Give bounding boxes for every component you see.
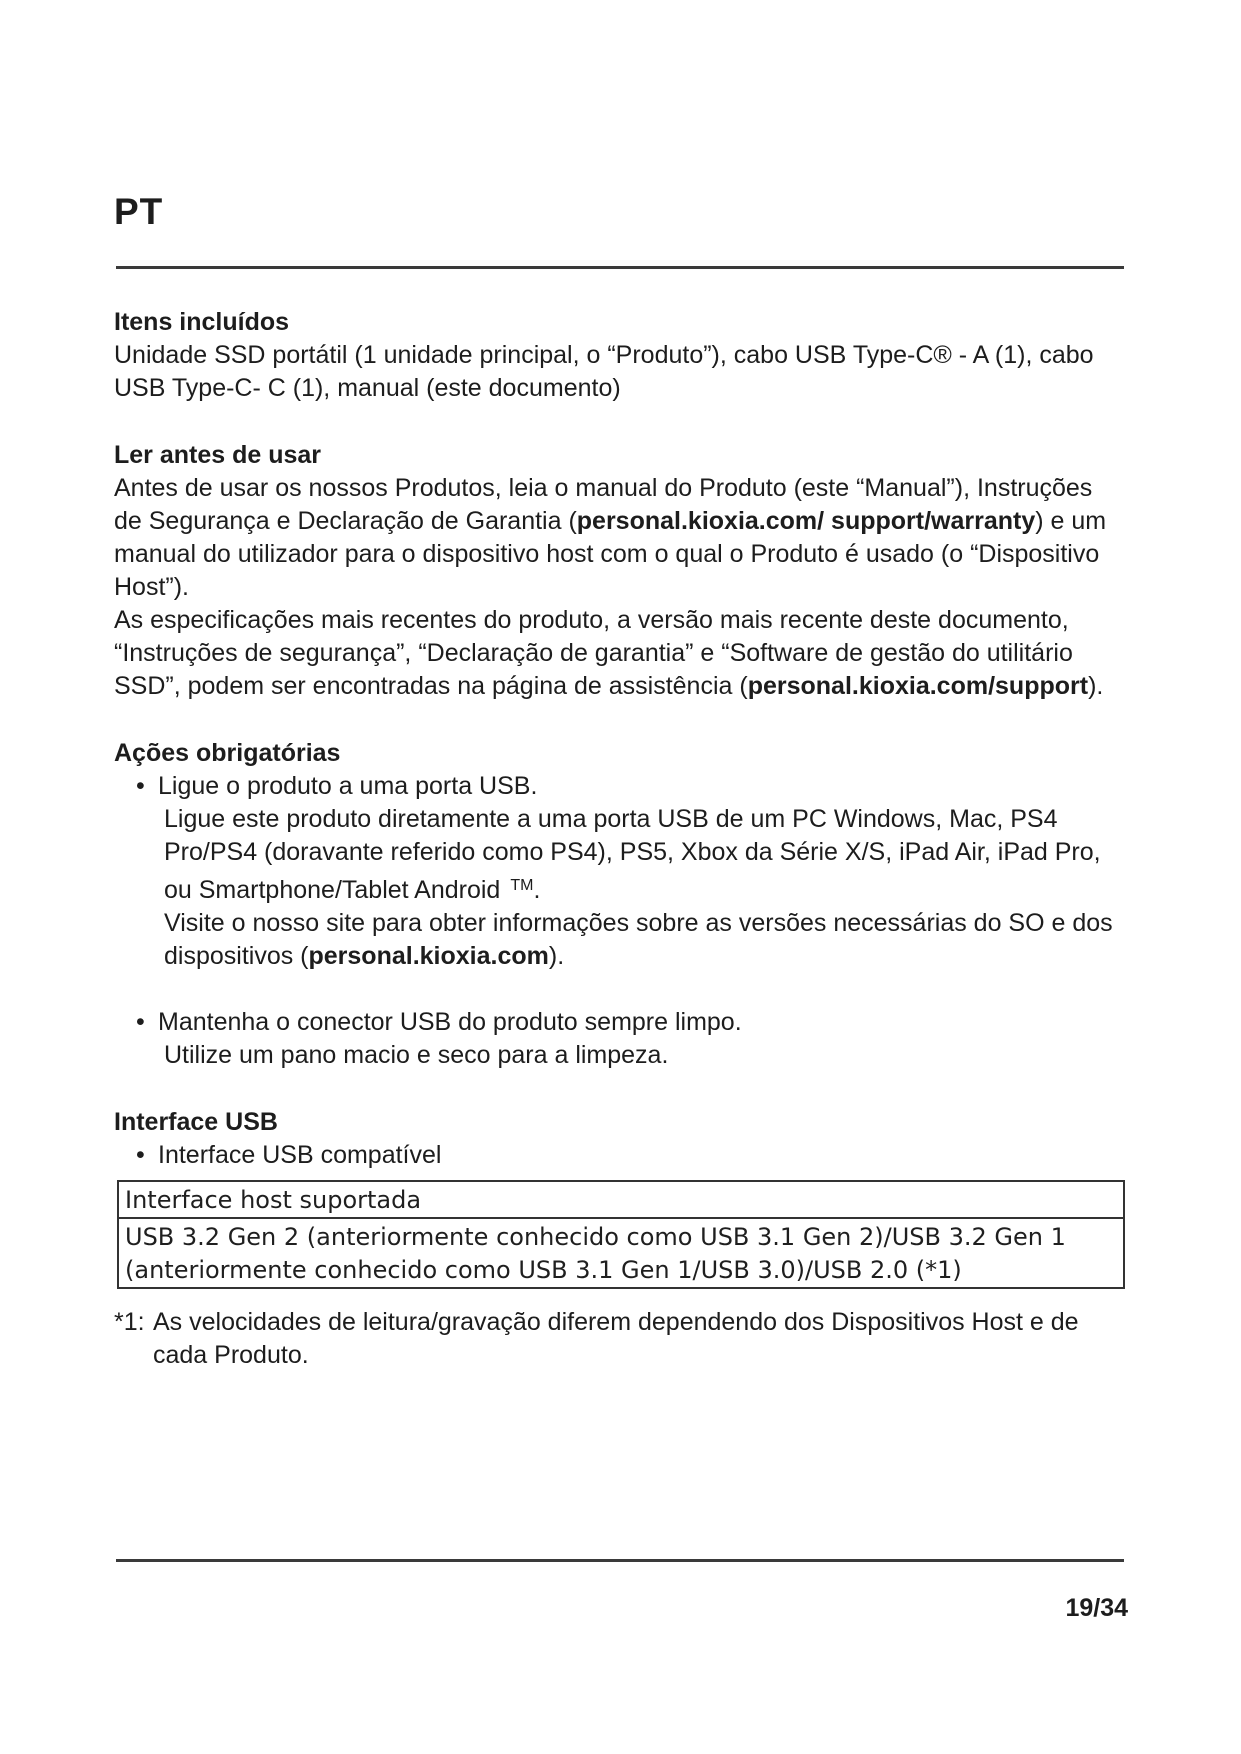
section-included-items [114, 306, 1126, 405]
section-read-before-use [114, 439, 1126, 703]
trademark-symbol: TM [510, 877, 534, 894]
kioxia-site-link[interactable]: personal.kioxia.com [308, 942, 549, 970]
required-action-desc-1: Ligue este produto diretamente a uma porta USB de um PC Windows, Mac, PS4 Pro/PS4 (doravante referido como PS4), PS5, Xbox da Série X/S, iPad Air, iPad Pro, ou Smartphone/Tablet Android ™. [164, 805, 1101, 904]
required-action-desc-2: Utilize um pano macio e seco para a limpeza. [164, 1041, 669, 1069]
required-action-title-1: Ligue o produto a uma porta USB. [158, 772, 538, 800]
page-content [114, 306, 1126, 1372]
footnote-mark: *1: [114, 1308, 145, 1336]
host-interface-table [117, 1180, 1125, 1289]
table-value-cell: USB 3.2 Gen 2 (anteriormente conhecido como USB 3.1 Gen 2)/USB 3.2 Gen 1 (anteriormente conhecido como USB 3.1 Gen 1/USB 3.0)/USB 2.0 (*1) [118, 1218, 1124, 1288]
included-items-text: Unidade SSD portátil (1 unidade principal, o “Produto”), cabo USB Type-C® - A (1), cabo USB Type-C- C (1), manual (este documento) [114, 341, 1094, 402]
included-items-heading: Itens incluídos [114, 308, 290, 336]
read-before-use-paragraph-2: As especificações mais recentes do produto, a versão mais recente deste documento, “Instruções de segurança”, “Declaração de garantia” e “Software de gestão do utilitário SSD”, podem ser encontradas na página de assistência (personal.kioxia.com/support). [114, 606, 1104, 700]
required-actions-heading: Ações obrigatórias [114, 739, 341, 767]
usb-interface-bullet-text: Interface USB compatível [158, 1141, 442, 1169]
top-divider [116, 266, 1124, 269]
list-item [114, 770, 1126, 803]
bullet-icon: • [136, 772, 145, 800]
list-item [114, 1139, 1126, 1172]
page-number: 19/34 [1065, 1594, 1128, 1622]
list-item [114, 1006, 1126, 1039]
required-action-visit-1: Visite o nosso site para obter informações sobre as versões necessárias do SO e dos dispositivos (personal.kioxia.com). [164, 909, 1113, 970]
read-before-use-paragraph-1: Antes de usar os nossos Produtos, leia o manual do Produto (este “Manual”), Instruções de Segurança e Declaração de Garantia (personal.kioxia.com/ support/warranty) e um manual do utilizador para o dispositivo host com o qual o Produto é usado (o “Dispositivo Host”). [114, 474, 1107, 601]
bottom-divider [116, 1559, 1124, 1562]
language-code: PT [114, 191, 164, 232]
section-required-actions [114, 737, 1126, 1072]
footnote-text: As velocidades de leitura/gravação diferem dependendo dos Dispositivos Host e de cada Produto. [153, 1308, 1079, 1369]
usb-interface-heading: Interface USB [114, 1108, 278, 1136]
bullet-icon: • [136, 1008, 145, 1036]
required-action-title-2: Mantenha o conector USB do produto sempre limpo. [158, 1008, 742, 1036]
table-row [118, 1218, 1124, 1288]
warranty-link[interactable]: personal.kioxia.com/ support/warranty [576, 507, 1036, 535]
table-header-cell: Interface host suportada [118, 1181, 1124, 1218]
bullet-icon: • [136, 1141, 145, 1169]
section-usb-interface [114, 1106, 1126, 1372]
footnote [114, 1306, 1126, 1372]
support-link[interactable]: personal.kioxia.com/support [747, 672, 1089, 700]
table-row [118, 1181, 1124, 1218]
read-before-use-heading: Ler antes de usar [114, 441, 322, 469]
